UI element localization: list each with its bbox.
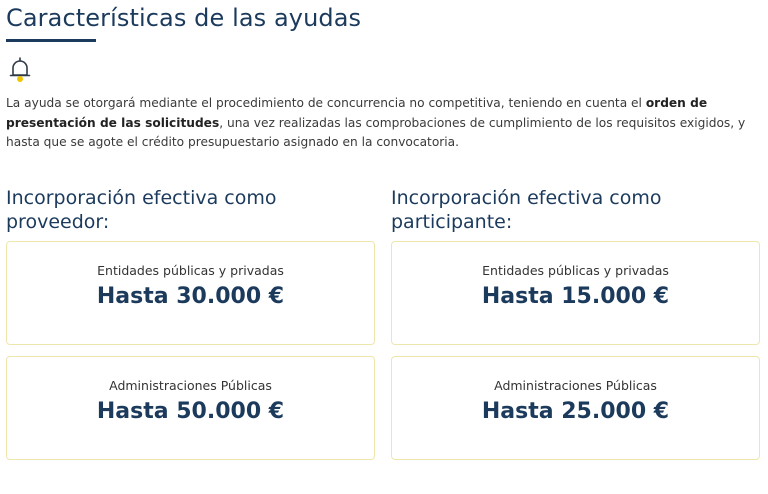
card-amount: Hasta 50.000 € (96, 399, 285, 424)
card-label: Administraciones Públicas (494, 378, 657, 393)
intro-paragraph (6, 94, 756, 153)
intro-text: La ayuda se otorgará mediante el procedimiento de concurrencia no competitiva, teniendo en cuenta el (6, 96, 646, 110)
card-label: Entidades públicas y privadas (97, 263, 284, 278)
intro-text-end: , una vez realizadas las comprobaciones de cumplimiento de los requisitos exigidos, y hasta que se agote el crédito presupuestario asignado en la convocatoria. (6, 115, 746, 149)
bell-icon (9, 57, 31, 83)
card-amount: Hasta 25.000 € (481, 399, 670, 424)
title-underline (6, 39, 96, 42)
card-label: Entidades públicas y privadas (482, 263, 669, 278)
intro-emphasis: orden de presentación de las solicitudes (6, 96, 708, 130)
participant-private-card (391, 241, 760, 345)
card-label: Administraciones Públicas (109, 378, 272, 393)
card-amount: Hasta 15.000 € (481, 284, 670, 309)
provider-public-card (6, 356, 375, 460)
participant-section-title: Incorporación efectiva como participante: (391, 187, 662, 233)
card-amount: Hasta 30.000 € (96, 284, 285, 309)
participant-public-card (391, 356, 760, 460)
page-title: Características de las ayudas (6, 4, 362, 32)
provider-section-title: Incorporación efectiva como proveedor: (6, 187, 277, 233)
provider-private-card (6, 241, 375, 345)
